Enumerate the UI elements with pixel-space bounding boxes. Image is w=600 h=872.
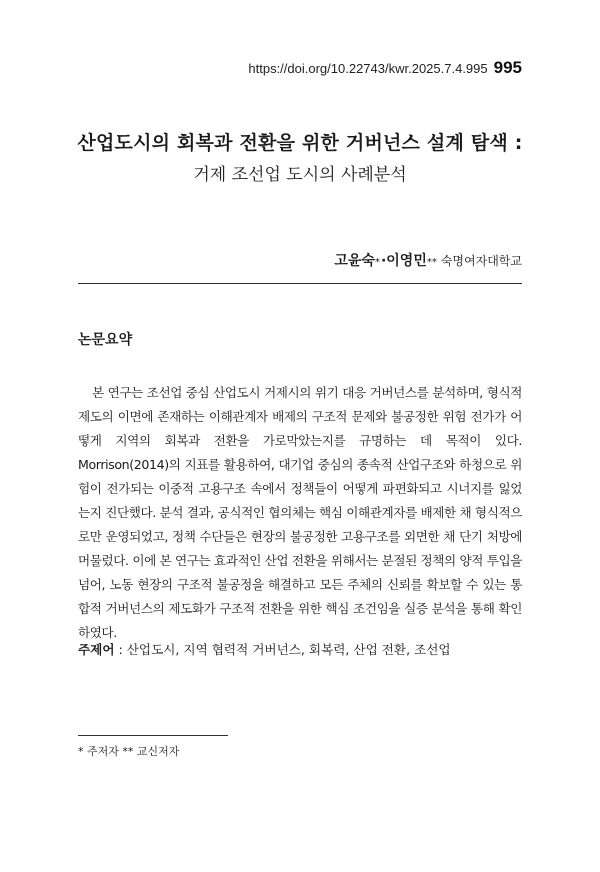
author-separator: ·: [380, 253, 387, 269]
keywords-line: [78, 639, 522, 658]
footnote-divider: [78, 735, 228, 736]
author-names: [334, 250, 437, 270]
keywords-list: 산업도시, 지역 협력적 거버넌스, 회복력, 산업 전환, 조선업: [126, 642, 451, 657]
paper-subtitle: 거제 조선업 도시의 사례분석: [193, 165, 407, 185]
keywords-colon: :: [114, 642, 127, 657]
paper-title: 산업도시의 회복과 전환을 위한 거버넌스 설계 탐색 :: [77, 132, 523, 154]
keywords-label: 주제어: [78, 642, 115, 657]
author-1: 고윤숙: [334, 253, 375, 269]
author-2: 이영민: [386, 253, 427, 269]
author-line: [334, 250, 522, 270]
header-divider: [78, 283, 522, 284]
author-2-mark: **: [426, 257, 437, 268]
page-header: [248, 58, 522, 78]
doi-link[interactable]: https://doi.org/10.22743/kwr.2025.7.4.995: [248, 61, 488, 76]
abstract-heading: 논문요약: [78, 332, 133, 348]
abstract-body: 본 연구는 조선업 중심 산업도시 거제시의 위기 대응 거버넌스를 분석하며, 형식적 제도의 이면에 존재하는 이해관계자 배제의 구조적 문제와 불공정한 위험 전가가 어떻게 지역의 회복과 전환을 가로막았는지를 규명하는 데 목적이 있다. Morrison(2014)의 지표를 활용하여, 대기업 중심의 종속적 산업구조와 하청으로 위험이 전가되는 이중적 고용구조 속에서 정책들이 어떻게 파편화되고 시너지를 잃었는지 진단했다. 분석 결과, 공식적인 협의체는 핵심 이해관계자를 배제한 채 형식적으로만 운영되었고, 정책 수단들은 현장의 불공정한 고용구조를 외면한 채 단기 처방에 머물렀다. 이에 본 연구는 효과적인 산업 전환을 위해서는 분절된 정책의 양적 투입을 넘어, 노동 현장의 구조적 불공정을 해결하고 모든 주체의 신뢰를 확보할 수 있는 통합적 거버넌스의 제도화가 구조적 전환을 위한 핵심 조건임을 실증 분석을 통해 확인하였다.: [78, 385, 522, 640]
page-number: 995: [493, 58, 522, 77]
author-1-mark: *: [374, 257, 380, 268]
affiliation: 숙명여자대학교: [440, 254, 522, 268]
footnote: * 주저자 ** 교신저자: [78, 745, 180, 758]
